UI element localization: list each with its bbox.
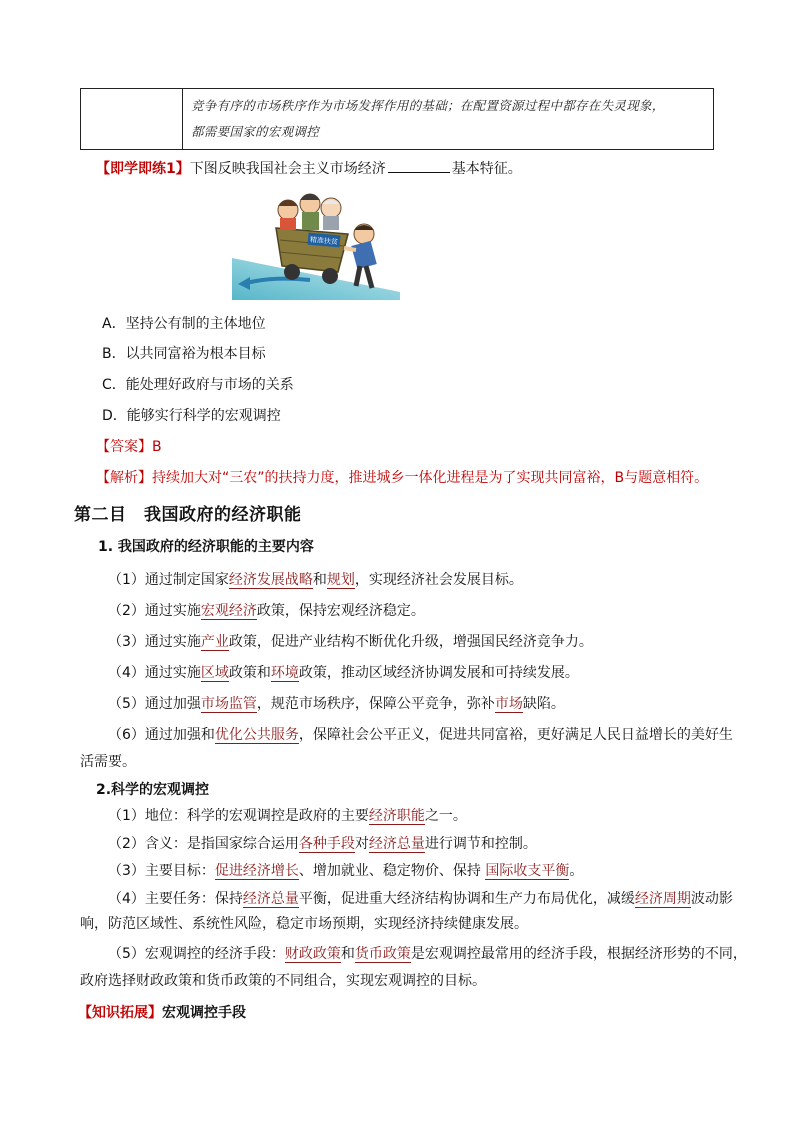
text: （4）主要任务：保持 <box>108 891 243 907</box>
text: 对 <box>354 836 369 852</box>
text: 是宏观调控最常用的经济手段，根据经济形势的不同， <box>410 946 747 962</box>
analysis-text: 持续加大对“三农”的扶持力度，推进城乡一体化进程是为了实现共同富裕，B与题意相符。 <box>152 470 709 486</box>
text: 政策，推动区域经济协调发展和可持续发展。 <box>298 665 579 681</box>
text: 平衡，促进重大经济结构协调和生产力布局优化，减缓 <box>298 891 635 907</box>
text: 和 <box>340 946 355 962</box>
table-cell-text <box>183 89 713 149</box>
macro-item-1 <box>108 806 467 826</box>
text: 政策和 <box>228 665 271 681</box>
keyword: 市场 <box>494 696 523 712</box>
function-item-2 <box>108 601 425 621</box>
function-item-6-cont: 活需要。 <box>80 754 136 770</box>
option-d: D．能够实行科学的宏观调控 <box>102 408 281 424</box>
text: ，保障社会公平正义，促进共同富裕，更好满足人民日益增长的美好生 <box>298 727 733 743</box>
keyword: 经济总量 <box>368 836 425 852</box>
keyword: 宏观经济 <box>200 603 257 619</box>
question-after: 基本特征。 <box>451 161 522 177</box>
keyword: 环境 <box>270 665 299 681</box>
text: （4）通过实施 <box>108 665 201 681</box>
answer-blank <box>388 158 450 173</box>
text: 波动影 <box>690 891 733 907</box>
option-a: A．坚持公有制的主体地位 <box>102 316 266 332</box>
subsection-1-title: 1. 我国政府的经济职能的主要内容 <box>98 539 314 555</box>
macro-item-3 <box>108 861 583 881</box>
text: （3）通过实施 <box>108 634 201 650</box>
function-item-3 <box>108 632 593 652</box>
macro-item-5 <box>108 944 747 964</box>
poverty-alleviation-illustration <box>232 176 400 300</box>
macro-item-4 <box>108 889 733 909</box>
keyword: 财政政策 <box>284 946 341 962</box>
cart-sign: 精准扶贫 <box>309 235 339 247</box>
text: （6）通过加强和 <box>108 727 215 743</box>
text: 政策，促进产业结构不断优化升级，增强国民经济竞争力。 <box>228 634 593 650</box>
text: 进行调节和控制。 <box>424 836 537 852</box>
keyword: 经济发展战略 <box>228 572 313 588</box>
extension-tag: 【知识拓展】 <box>78 1005 162 1021</box>
function-item-1 <box>108 570 523 590</box>
option-c: C．能处理好政府与市场的关系 <box>102 377 294 393</box>
text: 缺陷。 <box>522 696 565 712</box>
option-b: B．以共同富裕为根本目标 <box>102 346 266 362</box>
subsection-2-title: 2.科学的宏观调控 <box>96 782 210 798</box>
keyword: 区域 <box>200 665 229 681</box>
text: （1）通过制定国家 <box>108 572 229 588</box>
keyword: 货币政策 <box>354 946 411 962</box>
keyword: 产业 <box>200 634 229 650</box>
keyword: 国际收支平衡 <box>485 863 570 879</box>
keyword: 各种手段 <box>298 836 355 852</box>
keyword: 市场监管 <box>200 696 257 712</box>
keyword: 经济总量 <box>242 891 299 907</box>
text: （3）主要目标： <box>108 863 215 879</box>
macro-item-4-cont: 响，防范区域性、系统性风险，稳定市场预期，实现经济持续健康发展。 <box>80 916 528 932</box>
macro-item-2 <box>108 834 537 854</box>
text: 、增加就业、稳定物价、保持 <box>298 863 486 879</box>
keyword: 优化公共服务 <box>214 727 299 743</box>
knowledge-extension <box>78 1003 246 1023</box>
function-item-6 <box>108 725 733 745</box>
text: 。 <box>569 863 584 879</box>
macro-item-5-cont: 政府选择财政政策和货币政策的不同组合，实现宏观调控的目标。 <box>80 973 486 989</box>
answer-line <box>96 437 162 457</box>
answer-tag: 【答案】 <box>96 439 152 455</box>
table-cell-empty <box>81 89 183 149</box>
text: ，规范市场秩序，保障公平竞争，弥补 <box>256 696 495 712</box>
extension-title: 宏观调控手段 <box>162 1005 246 1021</box>
text: （5）通过加强 <box>108 696 201 712</box>
answer-value: B <box>152 439 162 455</box>
table-text-line-1: 竞争有序的市场秩序作为市场发挥作用的基础；在配置资源过程中都存在失灵现象， <box>191 98 665 113</box>
text: ，实现经济社会发展目标。 <box>354 572 523 588</box>
function-item-4 <box>108 663 579 683</box>
table-text-line-2: 都需要国家的宏观调控 <box>191 124 320 139</box>
text: （5）宏观调控的经济手段： <box>108 946 285 962</box>
text: （1）地位：科学的宏观调控是政府的主要 <box>108 808 369 824</box>
question-before: 下图反映我国社会主义市场经济 <box>189 161 386 177</box>
text: （2）含义：是指国家综合运用 <box>108 836 299 852</box>
analysis-line <box>96 468 708 488</box>
exercise-tag: 【即学即练1】 <box>96 161 190 177</box>
keyword: 规划 <box>326 572 355 588</box>
text: （2）通过实施 <box>108 603 201 619</box>
function-item-5 <box>108 694 565 714</box>
analysis-tag: 【解析】 <box>96 470 152 486</box>
text: 政策，保持宏观经济稳定。 <box>256 603 425 619</box>
keyword: 经济职能 <box>368 808 425 824</box>
keyword: 经济周期 <box>634 891 691 907</box>
text: 和 <box>312 572 327 588</box>
keyword: 促进经济增长 <box>214 863 299 879</box>
table-fragment <box>80 88 714 150</box>
text: 之一。 <box>424 808 467 824</box>
section-title: 第二目 我国政府的经济职能 <box>74 505 302 525</box>
